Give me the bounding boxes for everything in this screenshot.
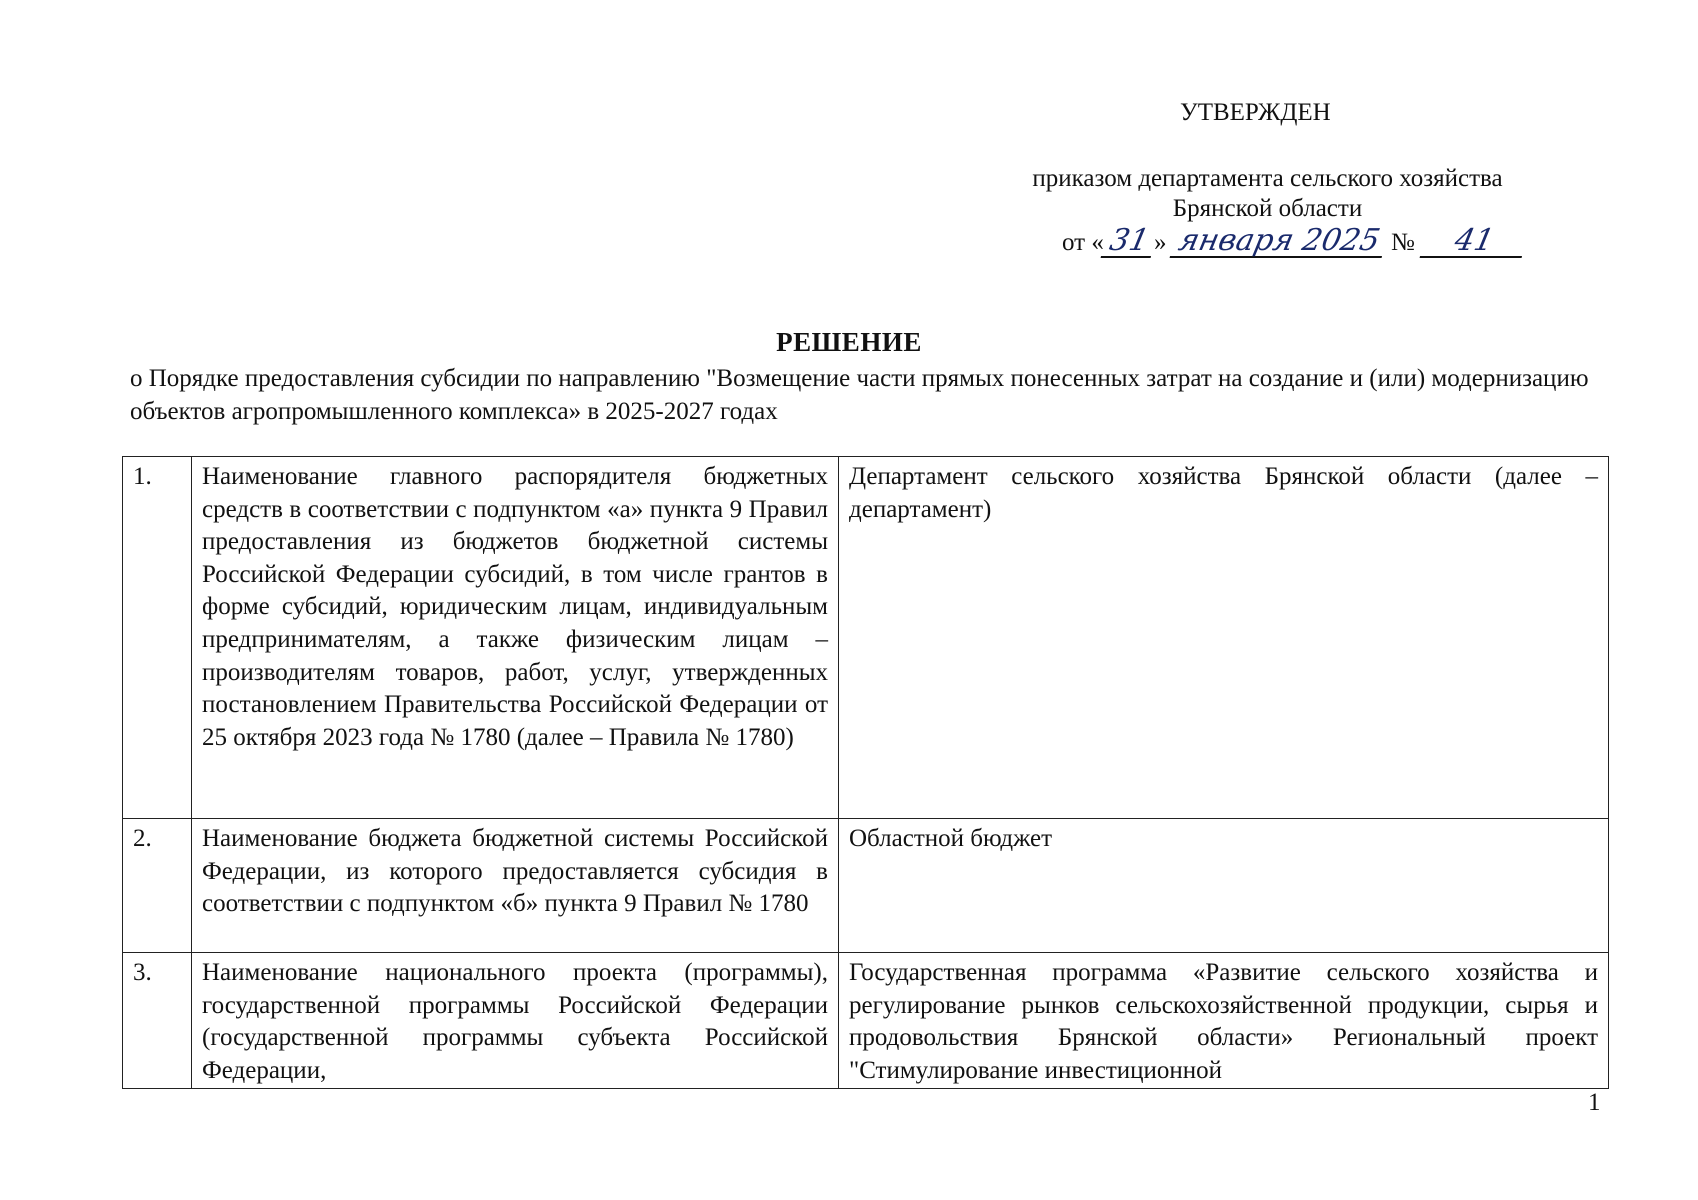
approved-stamp-title: УТВЕРЖДЕН	[1180, 99, 1331, 126]
row-value: Государственная программа «Развитие сельского хозяйства и регулирование рынков сельскохозяйственной продукции, сырья и продовольствия Брянской области» Региональный проект "Стимулирование инвестиционной	[849, 959, 1598, 1084]
row-name: Наименование бюджета бюджетной системы Российской Федерации, из которого предоставляется субсидия в соответствии с подпунктом «б» пункта 9 Правил № 1780	[192, 819, 839, 953]
decision-table	[122, 456, 1609, 1089]
row-number: 1.	[123, 457, 192, 819]
approval-order	[995, 164, 1540, 224]
approval-date-line	[1062, 223, 1525, 260]
date-mid: »	[1154, 229, 1167, 256]
table-row	[123, 819, 1609, 953]
row-value: Департамент сельского хозяйства Брянской области (далее – департамент)	[839, 457, 1609, 819]
document-subject: о Порядке предоставления субсидии по направлению "Возмещение части прямых понесенных затрат на создание и (или) модернизацию объектов агропромышленного комплекса» в 2025-2027 годах	[130, 365, 1589, 425]
handwritten-day: 31	[1100, 226, 1157, 258]
row-number: 2.	[123, 819, 192, 953]
approval-order-line-2: Брянской области	[1172, 195, 1363, 222]
approval-order-line-1: приказом департамента сельского хозяйства	[1032, 165, 1503, 192]
table-row	[123, 953, 1609, 1089]
handwritten-number: 41	[1419, 226, 1528, 258]
page-number: 1	[1588, 1089, 1601, 1116]
number-label: №	[1390, 229, 1415, 256]
handwritten-month-year: января 2025	[1169, 226, 1388, 258]
table-row	[123, 457, 1609, 819]
row-name: Наименование главного распорядителя бюджетных средств в соответствии с подпунктом «а» пункта 9 Правил предоставления из бюджетов бюджетной системы Российской Федерации субсидий, в том числе грантов в форме субсидий, юридическим лицам, индивидуальным предпринимателям, а также физическим лицам – производителям товаров, работ, услуг, утвержденных постановлением Правительства Российской Федерации от 25 октября 2023 года № 1780 (далее – Правила № 1780)	[192, 457, 839, 819]
document-heading: РЕШЕНИЕ	[776, 327, 922, 357]
date-prefix: от «	[1062, 229, 1104, 256]
row-number: 3.	[123, 953, 192, 1089]
row-name: Наименование национального проекта (программы), государственной программы Российской Федерации (государственной программы субъекта Российской Федерации,	[202, 959, 828, 1084]
row-value: Областной бюджет	[839, 819, 1609, 953]
